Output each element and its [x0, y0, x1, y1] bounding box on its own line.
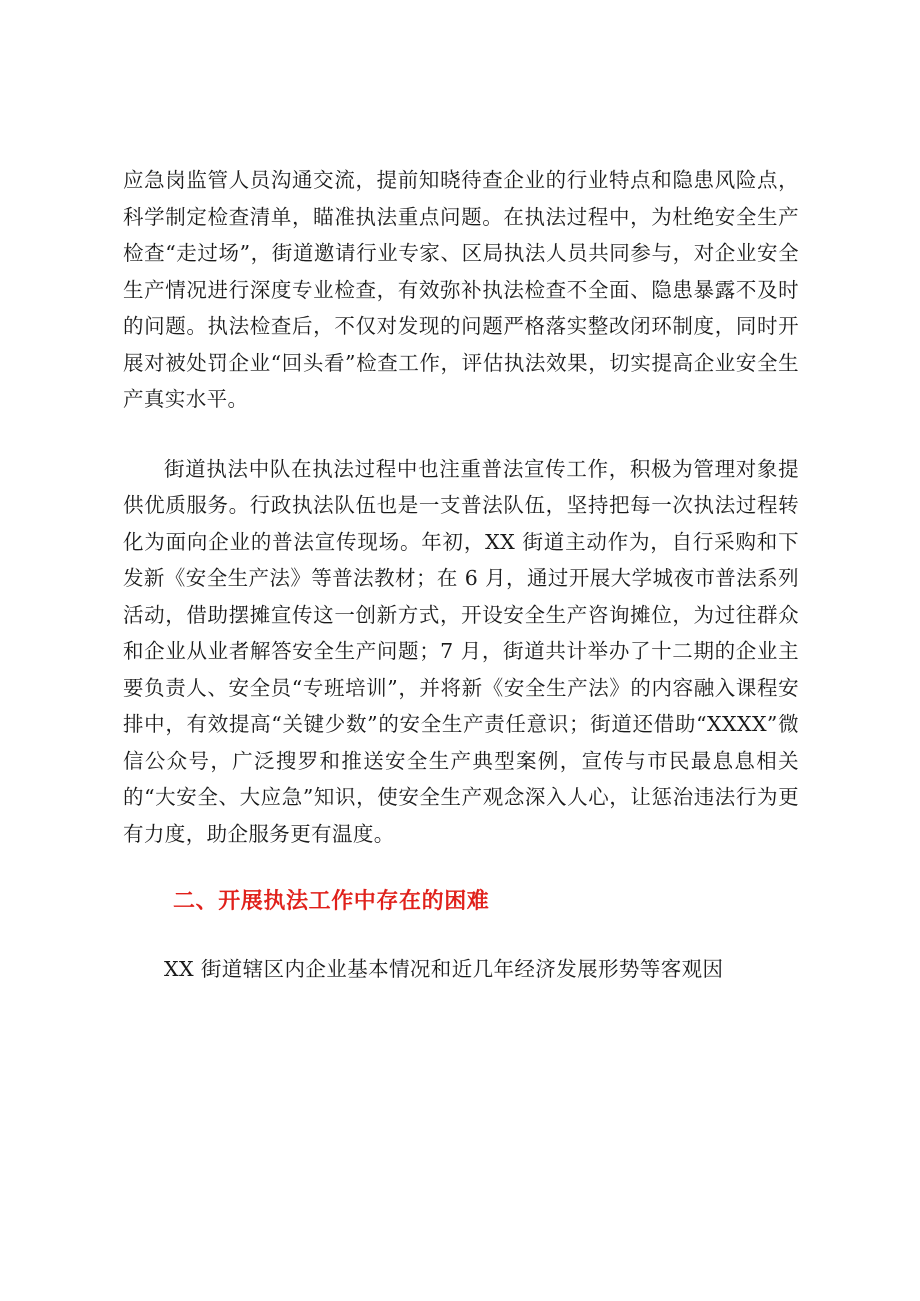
document-body — [123, 162, 799, 988]
paragraph-difficulties: XX 街道辖区内企业基本情况和近几年经济发展形势等客观因 — [164, 957, 724, 981]
section-heading: 二、开展执法工作中存在的困难 — [173, 889, 490, 914]
paragraph-outreach: 街道执法中队在执法过程中也注重普法宣传工作，积极为管理对象提供优质服务。行政执法队伍也是一支普法队伍，坚持把每一次执法过程转化为面向企业的普法宣传现场。年初，XX 街道主动作为，自行采购和下发新《安全生产法》等普法教材；在 6 月，通过开展大学城夜市普法系列活动，借助摆摊宣传这一创新方式，开设安全生产咨询摊位，为过往群众和企业从业者解答安全生产问题；7 月，街道共计举办了十二期的企业主要负责人、安全员“专班培训”，并将新《安全生产法》的内容融入课程安排中，有效提高“关键少数”的安全生产责任意识；街道还借助“XXXX”微信公众号，广泛搜罗和推送安全生产典型案例，宣传与市民最息息相关的“大安全、大应急”知识，使安全生产观念深入人心，让惩治违法行为更有力度，助企服务更有温度。 — [123, 456, 799, 846]
paragraph-continuation: 应急岗监管人员沟通交流，提前知晓待查企业的行业特点和隐患风险点，科学制定检查清单，瞄准执法重点问题。在执法过程中，为杜绝安全生产检查“走过场”，街道邀请行业专家、区局执法人员共同参与，对企业安全生产情况进行深度专业检查，有效弥补执法检查不全面、隐患暴露不及时的问题。执法检查后，不仅对发现的问题严格落实整改闭环制度，同时开展对被处罚企业“回头看”检查工作，评估执法效果，切实提高企业安全生产真实水平。 — [123, 168, 799, 411]
